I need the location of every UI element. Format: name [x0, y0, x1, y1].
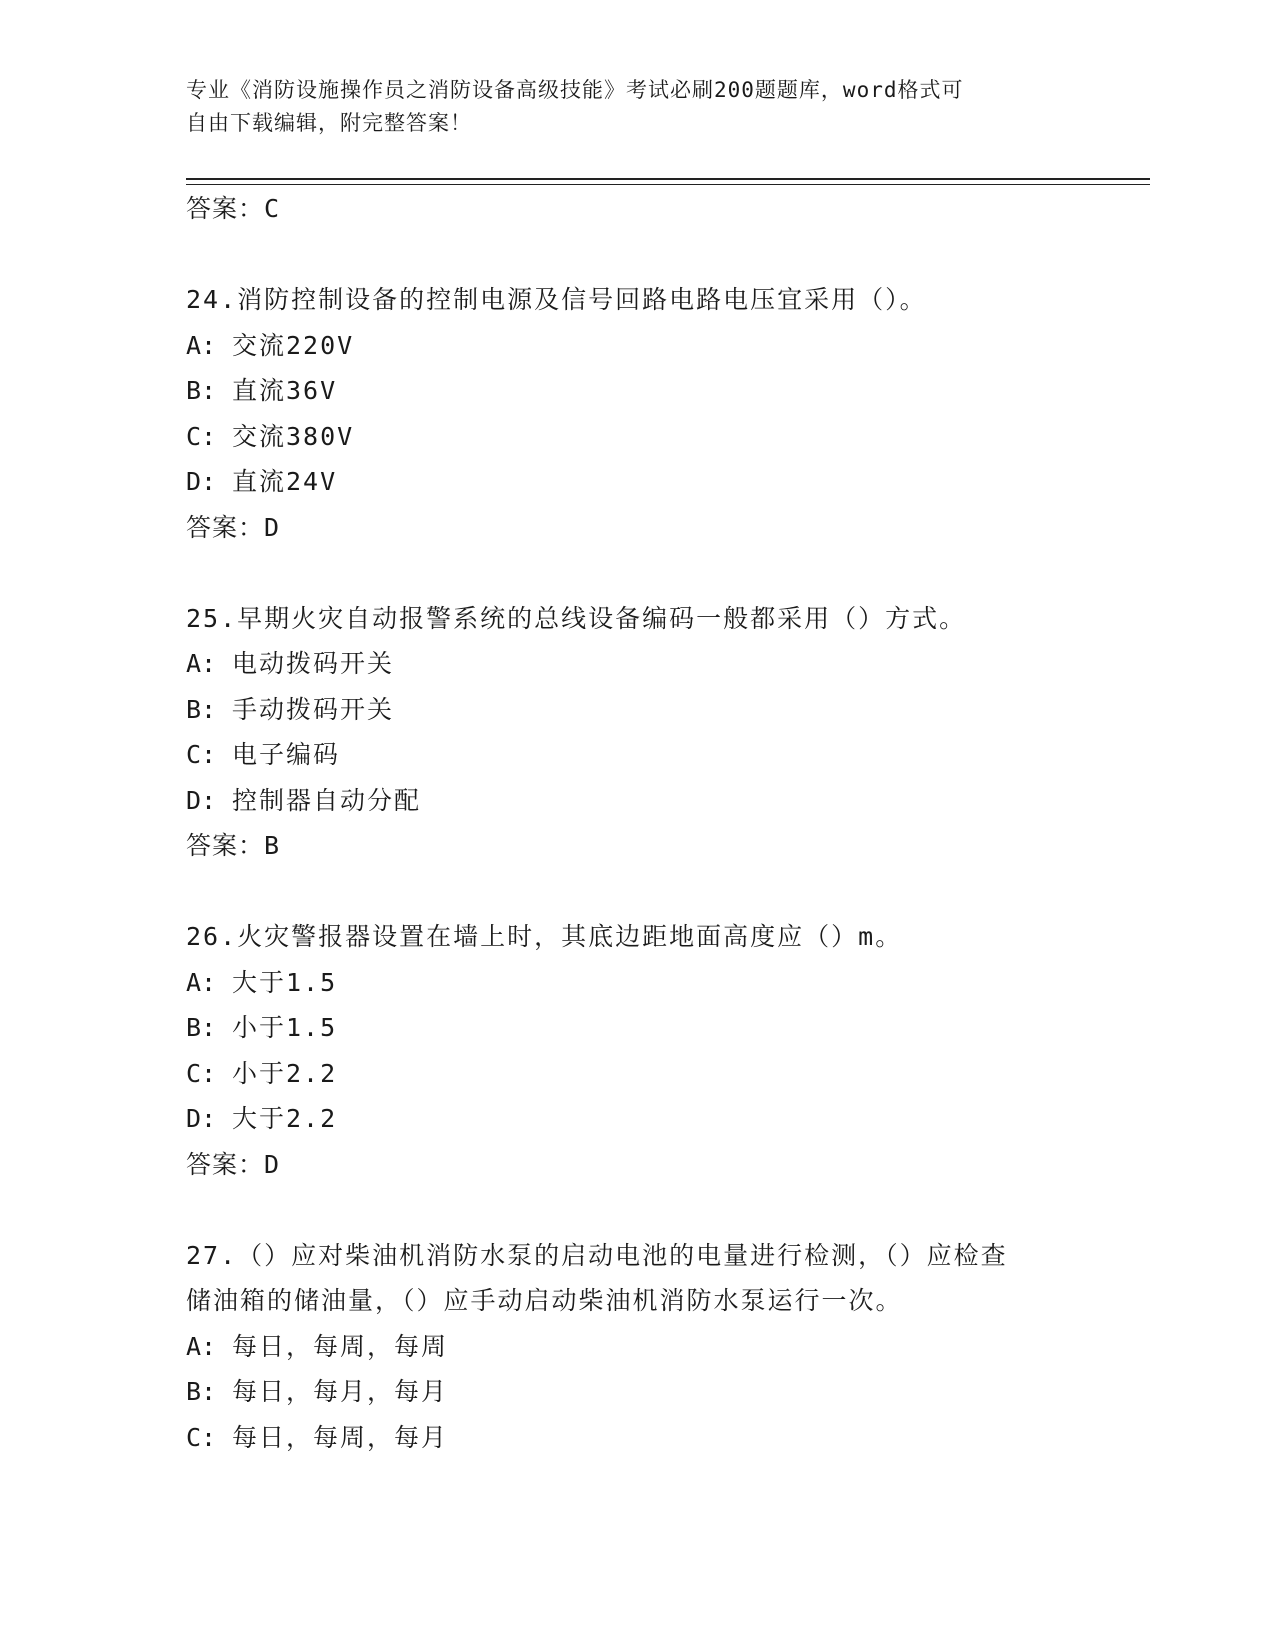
- option-a: A: 交流220V: [186, 330, 355, 360]
- previous-answer: 答案：C: [186, 194, 281, 223]
- question-stem: 24.消防控制设备的控制电源及信号回路电路电压宜采用（）。: [186, 285, 927, 314]
- question-list: [186, 186, 1150, 1460]
- option-d: D: 控制器自动分配: [186, 785, 422, 815]
- answer: 答案：B: [186, 831, 281, 860]
- answer: 答案：D: [186, 1149, 281, 1179]
- question-stem-line-2: 储油箱的储油量，（）应手动启动柴油机消防水泵运行一次。: [186, 1286, 903, 1315]
- option-c: C: 交流380V: [186, 421, 355, 451]
- header-line-1: 专业《消防设施操作员之消防设备高级技能》考试必刷200题题库，word格式可: [186, 78, 964, 102]
- question-stem-line-1: 27.（）应对柴油机消防水泵的启动电池的电量进行检测，（）应检查: [186, 1240, 1008, 1270]
- document-header: [186, 74, 1086, 140]
- question-stem: 26.火灾警报器设置在墙上时，其底边距地面高度应（）m。: [186, 922, 903, 951]
- option-c: C: 小于2.2: [186, 1058, 338, 1088]
- option-a: A: 每日，每周，每周: [186, 1331, 449, 1361]
- option-c: C: 每日，每周，每月: [186, 1422, 449, 1452]
- option-b: B: 每日，每月，每月: [186, 1377, 449, 1406]
- question-27: [186, 1233, 1150, 1461]
- option-c: C: 电子编码: [186, 740, 341, 769]
- option-d: D: 大于2.2: [186, 1104, 338, 1133]
- question-24: [186, 277, 1150, 550]
- question-26: [186, 914, 1150, 1187]
- option-b: B: 手动拨码开关: [186, 694, 395, 724]
- option-b: B: 直流36V: [186, 376, 338, 405]
- question-stem: 25.早期火灾自动报警系统的总线设备编码一般都采用（）方式。: [186, 603, 967, 633]
- option-d: D: 直流24V: [186, 467, 338, 496]
- header-divider-thick: [186, 178, 1150, 180]
- answer: 答案：D: [186, 512, 281, 542]
- option-a: A: 大于1.5: [186, 967, 338, 997]
- header-line-2: 自由下载编辑，附完整答案！: [186, 111, 472, 135]
- option-a: A: 电动拨码开关: [186, 649, 395, 678]
- question-25: [186, 596, 1150, 869]
- option-b: B: 小于1.5: [186, 1013, 338, 1042]
- header-divider-thin: [186, 184, 1150, 185]
